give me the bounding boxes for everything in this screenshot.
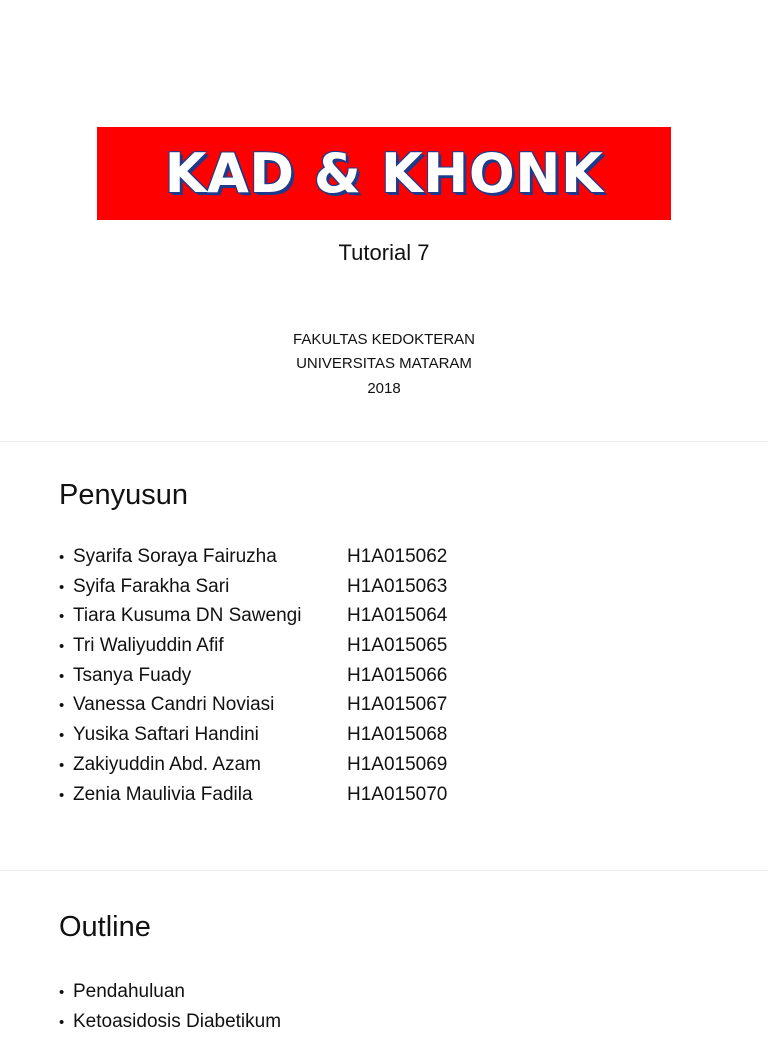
member-name: Tsanya Fuady xyxy=(73,664,192,686)
member-id: H1A015062 xyxy=(347,546,448,567)
member-name: Syarifa Soraya Fairuzha xyxy=(73,546,277,567)
outline-item: Ketoasidosis Diabetikum xyxy=(73,1011,282,1032)
member-name: Tri Waliyuddin Afif xyxy=(73,635,224,657)
presentation-subtitle: Tutorial 7 xyxy=(338,240,430,265)
member-name: Zenia Maulivia Fadila xyxy=(73,783,253,805)
member-list xyxy=(59,546,699,813)
affiliation-university: UNIVERSITAS MATARAM xyxy=(296,355,472,372)
outline-heading: Outline xyxy=(59,911,151,943)
list-item xyxy=(59,665,699,695)
slide-divider xyxy=(0,870,768,871)
bullet-icon: • xyxy=(59,756,65,774)
bullet-icon: • xyxy=(59,786,65,804)
list-item xyxy=(59,576,699,606)
bullet-icon: • xyxy=(59,608,65,626)
list-item xyxy=(59,546,699,576)
list-item xyxy=(59,1011,699,1041)
list-item xyxy=(59,605,699,635)
member-id: H1A015067 xyxy=(347,694,448,716)
member-name: Yusika Saftari Handini xyxy=(73,724,259,746)
bullet-icon: • xyxy=(59,578,65,596)
affiliation-year: 2018 xyxy=(367,380,401,397)
bullet-icon: • xyxy=(59,697,65,715)
member-id: H1A015068 xyxy=(347,724,448,746)
member-id: H1A015064 xyxy=(347,605,448,627)
member-id: H1A015065 xyxy=(347,635,448,657)
member-id: H1A015069 xyxy=(347,753,448,775)
bullet-icon: • xyxy=(59,638,65,656)
outline-item: Pendahuluan xyxy=(73,981,185,1002)
list-item xyxy=(59,981,699,1011)
member-name: Syifa Farakha Sari xyxy=(73,575,230,597)
bullet-icon: • xyxy=(59,549,65,566)
affiliation-faculty: FAKULTAS KEDOKTERAN xyxy=(293,331,475,348)
member-id: H1A015063 xyxy=(347,575,448,597)
list-item xyxy=(59,724,699,754)
presentation-title: KAD & KHONK xyxy=(164,142,604,205)
title-slide xyxy=(0,0,768,440)
list-item xyxy=(59,754,699,784)
list-item xyxy=(59,635,699,665)
member-name: Tiara Kusuma DN Sawengi xyxy=(73,605,302,627)
title-banner xyxy=(97,127,671,220)
slide-divider xyxy=(0,441,768,442)
penyusun-heading: Penyusun xyxy=(59,479,188,511)
bullet-icon: • xyxy=(59,984,65,1001)
bullet-icon: • xyxy=(59,667,65,685)
member-id: H1A015066 xyxy=(347,664,448,686)
member-id: H1A015070 xyxy=(347,783,448,805)
outline-list xyxy=(59,981,699,1041)
list-item xyxy=(59,694,699,724)
member-name: Zakiyuddin Abd. Azam xyxy=(73,753,261,775)
list-item xyxy=(59,784,699,814)
member-name: Vanessa Candri Noviasi xyxy=(73,694,275,716)
bullet-icon: • xyxy=(59,727,65,745)
bullet-icon: • xyxy=(59,1014,65,1031)
